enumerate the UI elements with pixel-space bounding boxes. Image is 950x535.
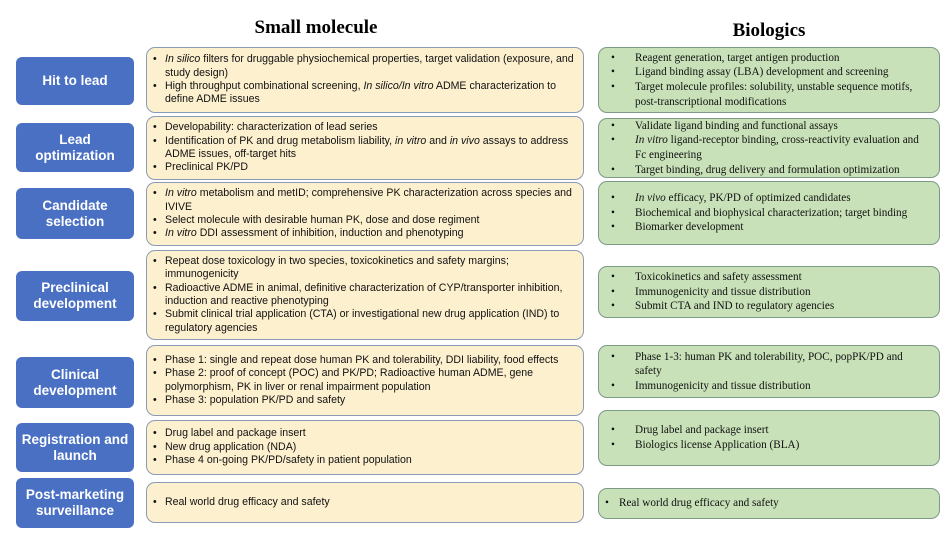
list-item <box>605 133 931 162</box>
item-text: Repeat dose toxicology in two species, toxicokinetics and safety margins; immunogenicity <box>165 254 509 281</box>
item-text: Real world drug efficacy and safety <box>165 495 330 508</box>
item-text: Submit clinical trial application (CTA) or investigational new drug application (IND) to regulatory agencies <box>165 308 560 334</box>
item-text: ADME characterization to define ADME issues <box>165 80 557 106</box>
list-item <box>153 427 575 440</box>
item-text: Select molecule with desirable human PK, dose and dose regiment <box>165 214 480 226</box>
item-text: DDI assessment of inhibition, induction and phenotyping <box>196 227 464 240</box>
italic-text: In vitro <box>635 134 668 147</box>
list-item <box>153 53 575 80</box>
list-item <box>605 350 931 379</box>
bullet-list <box>605 423 931 452</box>
list-item <box>605 119 931 134</box>
small-molecule-box <box>146 250 584 340</box>
list-item <box>605 496 931 511</box>
small-molecule-box <box>146 420 584 475</box>
biologics-box <box>598 181 940 245</box>
item-text: Identification of PK and drug metabolism liability, <box>165 134 396 147</box>
italic-text: In vitro <box>165 227 197 240</box>
list-item <box>153 367 575 394</box>
italic-text: in vivo <box>449 134 480 147</box>
list-item <box>153 255 575 282</box>
italic-text: In silico/In vitro <box>363 80 434 92</box>
list-item <box>605 423 931 438</box>
item-text: Phase 1-3: human PK and tolerability, POC, popPK/PD and safety <box>635 350 903 378</box>
item-text: and <box>426 134 450 147</box>
bullet-list <box>153 427 575 467</box>
bullet-list <box>153 255 575 335</box>
list-item <box>153 121 575 134</box>
list-item <box>605 65 931 80</box>
bullet-list <box>153 53 575 107</box>
item-text: Phase 1: single and repeat dose human PK and tolerability, DDI liability, food effects <box>165 353 559 366</box>
item-text: Immunogenicity and tissue distribution <box>635 285 811 298</box>
small-molecule-box <box>146 116 584 180</box>
list-item <box>605 270 931 285</box>
list-item <box>605 285 931 300</box>
biologics-box <box>598 266 940 318</box>
item-text: efficacy, PK/PD of optimized candidates <box>665 192 851 205</box>
list-item <box>605 438 931 453</box>
bullet-list <box>153 187 575 241</box>
italic-text: in vitro <box>395 134 427 147</box>
biologics-header: Biologics <box>732 20 806 41</box>
item-text: Drug label and package insert <box>635 424 769 437</box>
bullet-list <box>605 191 931 235</box>
list-item <box>605 191 931 206</box>
bullet-list <box>153 121 575 175</box>
italic-text: In silico <box>165 53 201 66</box>
stage-label: Preclinical development <box>16 271 134 321</box>
biologics-box <box>598 345 940 398</box>
small-molecule-box <box>146 47 584 113</box>
item-text: Reagent generation, target antigen production <box>635 51 840 64</box>
italic-text: In vitro <box>165 187 197 200</box>
item-text: Biomarker development <box>635 221 744 234</box>
bullet-list <box>605 51 931 109</box>
list-item <box>153 454 575 467</box>
item-text: Ligand binding assay (LBA) development and screening <box>635 66 889 79</box>
item-text: Immunogenicity and tissue distribution <box>635 379 811 392</box>
italic-text: In vivo <box>635 192 666 205</box>
list-item <box>605 379 931 394</box>
item-text: Biologics license Application (BLA) <box>635 439 800 451</box>
list-item <box>605 299 931 314</box>
item-text: filters for druggable physiochemical properties, target validation (exposure, and study design) <box>165 53 574 79</box>
item-text: Radioactive ADME in animal, definitive characterization of CYP/transporter inhibition, induction and reactive phenotyping <box>165 281 563 307</box>
bullet-list <box>605 119 931 177</box>
stage-label: Hit to lead <box>16 57 134 105</box>
stage-label: Candidate selection <box>16 188 134 239</box>
item-text: Submit CTA and IND to regulatory agencies <box>635 300 835 313</box>
stage-label: Post-marketing surveillance <box>16 478 134 528</box>
list-item <box>605 220 931 235</box>
stage-label: Lead optimization <box>16 123 134 172</box>
list-item <box>153 80 575 107</box>
item-text: Biochemical and biophysical characterization; target binding <box>635 206 908 219</box>
item-text: Developability: characterization of lead series <box>165 121 378 134</box>
item-text: High throughput combinational screening, <box>165 80 364 92</box>
biologics-box <box>598 488 940 519</box>
small-molecule-box <box>146 482 584 523</box>
biologics-box <box>598 118 940 178</box>
item-text: metabolism and metID; comprehensive PK characterization across species and IVIVE <box>165 187 572 213</box>
list-item <box>153 214 575 227</box>
bullet-list <box>605 350 931 394</box>
list-item <box>153 187 575 214</box>
item-text: Phase 3: population PK/PD and safety <box>165 393 346 406</box>
item-text: Toxicokinetics and safety assessment <box>635 271 802 284</box>
list-item <box>153 308 575 335</box>
list-item <box>153 161 575 174</box>
bullet-list <box>153 496 575 509</box>
small-molecule-box <box>146 345 584 416</box>
list-item <box>153 227 575 240</box>
list-item <box>153 135 575 162</box>
item-text: New drug application (NDA) <box>165 440 297 453</box>
item-text: Phase 4 on-going PK/PD/safety in patient population <box>165 454 412 467</box>
item-text: Drug label and package insert <box>165 427 306 440</box>
bullet-list <box>605 270 931 314</box>
stage-label: Clinical development <box>16 357 134 408</box>
list-item <box>153 282 575 309</box>
list-item <box>153 394 575 407</box>
bullet-list <box>605 496 931 511</box>
item-text: Target molecule profiles: solubility, unstable sequence motifs, post-transcriptional modifications <box>635 81 913 108</box>
biologics-box <box>598 410 940 466</box>
item-text: ligand-receptor binding, cross-reactivity evaluation and Fc engineering <box>635 134 919 161</box>
item-text: Phase 2: proof of concept (POC) and PK/PD; Radioactive human ADME, gene polymorphism, PK in liver or renal impairment population <box>165 367 534 393</box>
stage-label: Registration and launch <box>16 423 134 472</box>
small-molecule-header: Small molecule <box>254 17 378 38</box>
list-item <box>153 441 575 454</box>
list-item <box>153 354 575 367</box>
list-item <box>605 80 931 109</box>
bullet-list <box>153 354 575 408</box>
list-item <box>605 163 931 178</box>
list-item <box>153 496 575 509</box>
list-item <box>605 206 931 221</box>
item-text: Validate ligand binding and functional assays <box>635 119 838 132</box>
list-item <box>605 51 931 66</box>
item-text: assays to address ADME issues, off-target hits <box>165 134 569 160</box>
item-text: Real world drug efficacy and safety <box>619 497 779 510</box>
item-text: Preclinical PK/PD <box>165 161 249 174</box>
item-text: Target binding, drug delivery and formulation optimization <box>635 163 900 176</box>
small-molecule-box <box>146 182 584 246</box>
biologics-box <box>598 47 940 113</box>
